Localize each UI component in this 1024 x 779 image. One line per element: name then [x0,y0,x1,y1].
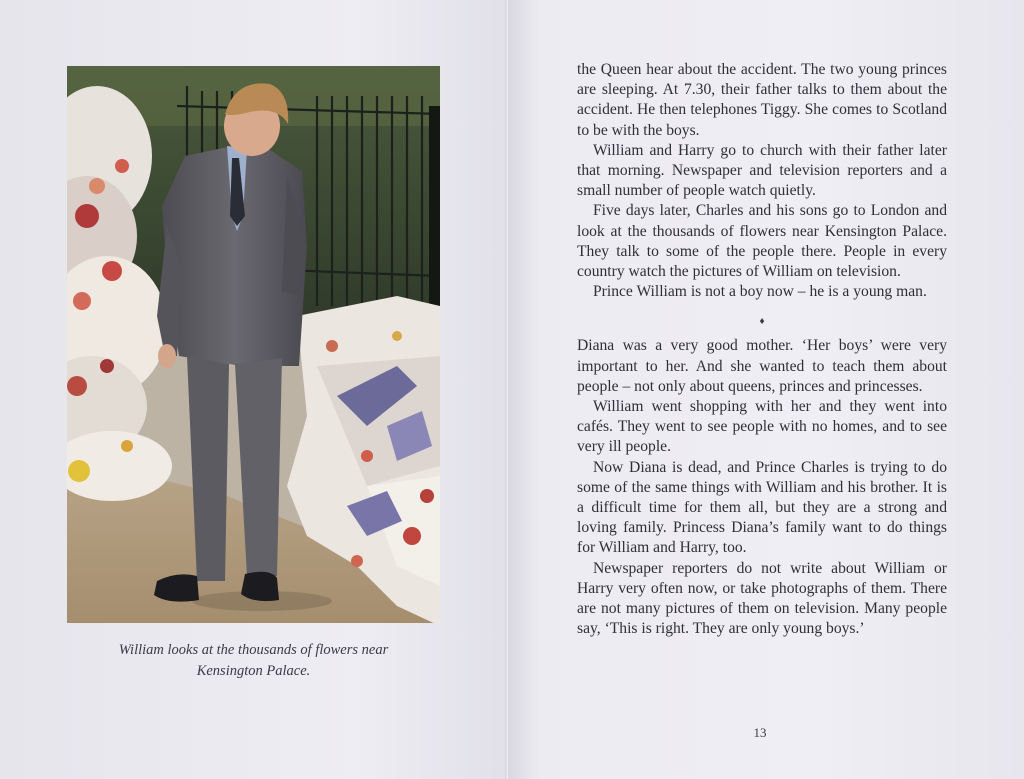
photo-william-flowers [67,66,440,623]
paragraph-4: Prince William is not a boy now – he is a young man. [593,283,927,301]
caption-line-2: Kensington Palace. [196,663,311,679]
photo-caption [67,640,440,682]
caption-line-1: William looks at the thousands of flowers near [118,642,389,658]
paragraph-7: Now Diana is dead, and Prince Charles is trying to do some of the same things with William and his brother. It is a difficult time for them all, but they are a strong and loving family. Princess Diana’s family want to do things for William and Harry, too. [577,458,947,557]
left-page [0,0,507,779]
paragraph-3: Five days later, Charles and his sons go to London and look at the thousands of flowers near Kensington Palace. They talk to some of the people there. People in every country watch the pictures of William on television. [577,202,947,281]
photo-illustration [67,66,440,623]
page-number: 13 [753,725,767,740]
section-divider-diamond: ♦ [759,316,765,328]
paragraph-1: the Queen hear about the accident. The two young princes are sleeping. At 7.30, their father talks to them about the accident. He then telephones Tiggy. She comes to Scotland to be with the boys. [577,61,947,139]
body-text [577,60,947,639]
paragraph-8: Newspaper reporters do not write about William or Harry very often now, or take photographs of them. There are not many pictures of them on television. Many people say, ‘This is right. They are only young boys.’ [577,559,947,638]
paragraph-6: William went shopping with her and they went into cafés. They went to see people with no homes, and to see very ill people. [577,398,947,456]
paragraph-2: William and Harry go to church with their father later that morning. Newspaper and television reporters and a small number of people watch quietly. [577,141,947,200]
paragraph-5: Diana was a very good mother. ‘Her boys’ were very important to her. And she wanted to teach them about people – not only about queens, princes and princesses. [577,337,947,395]
